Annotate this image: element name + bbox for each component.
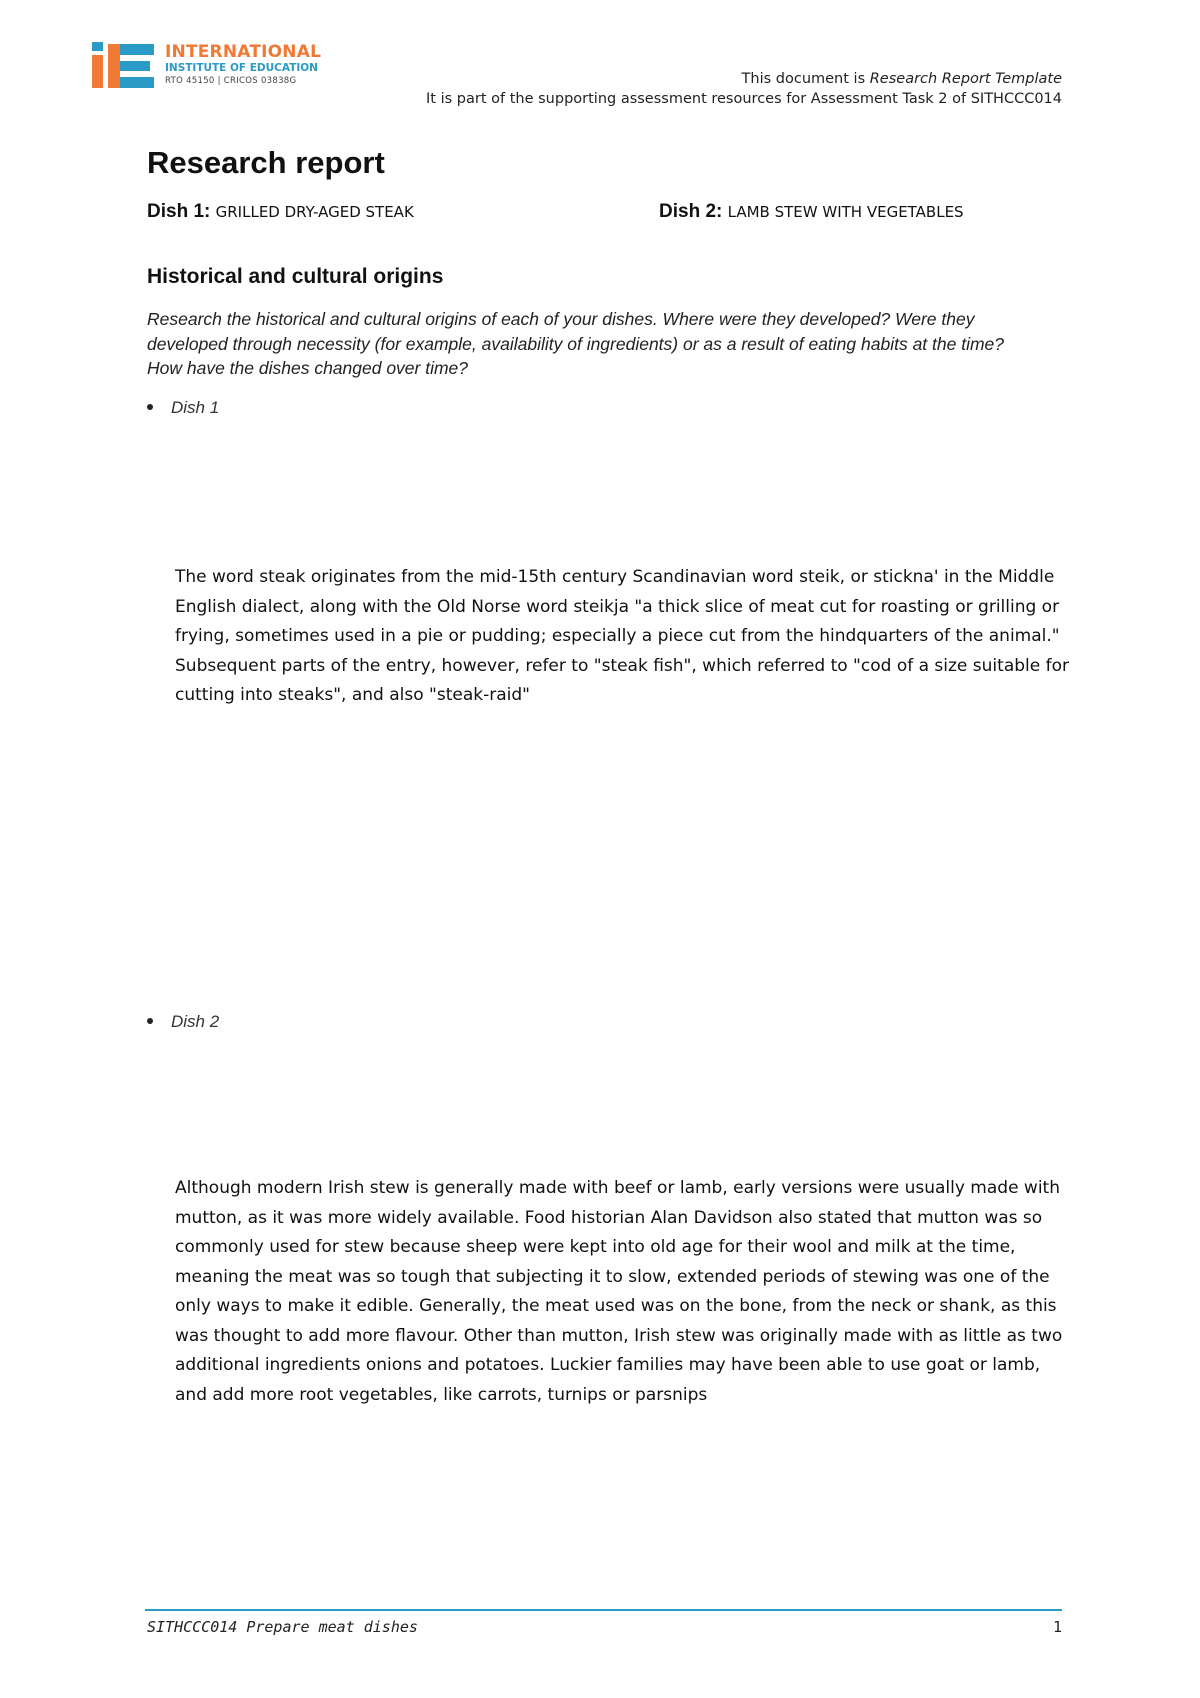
section-heading: Historical and cultural origins bbox=[147, 265, 444, 288]
section-instructions: Research the historical and cultural origins of each of your dishes. Where were they developed? Were they developed through necessity (for example, availability of ingredients) or as a result of eating habits at the time? How have the dishes changed over time? bbox=[147, 309, 1005, 378]
dish-1-heading bbox=[147, 201, 414, 223]
dish-1-answer: The word steak originates from the mid-15th century Scandinavian word steik, or stickna' in the Middle English dialect, along with the Old Norse word steikja "a thick slice of meat cut for roasting or grilling or frying, sometimes used in a pie or pudding; especially a piece cut from the hindquarters of the animal." Subsequent parts of the entry, however, refer to "steak fish", which referred to "cod of a size suitable for cutting into steaks", and also "steak-raid" bbox=[175, 567, 1069, 705]
ie-logo-mark-icon bbox=[92, 42, 162, 90]
header-line-1-prefix: This document is bbox=[741, 71, 870, 87]
header-line-1 bbox=[742, 71, 1062, 87]
dish-2-name: LAMB STEW WITH VEGETABLES bbox=[727, 203, 964, 221]
bullet-icon bbox=[147, 404, 153, 410]
bullet-dish-2-label: Dish 2 bbox=[171, 1012, 220, 1031]
bullet-dish-1-label: Dish 1 bbox=[171, 398, 220, 417]
header-document-name: Research Report Template bbox=[869, 71, 1062, 87]
logo-line-3: RTO 45150 | CRICOS 03838G bbox=[165, 76, 297, 86]
header-line-2: It is part of the supporting assessment resources for Assessment Task 2 of SITHCCC014 bbox=[426, 91, 1062, 107]
dish-1-label: Dish 1: bbox=[147, 201, 211, 222]
footer-divider bbox=[145, 1609, 1062, 1611]
institute-logo bbox=[92, 42, 327, 92]
page-number: 1 bbox=[1052, 1618, 1062, 1636]
dish-2-answer: Although modern Irish stew is generally made with beef or lamb, early versions were usually made with mutton, as it was more widely available. Food historian Alan Davidson also stated that mutton was so commonly used for stew because sheep were kept into old age for their wool and milk at the time, meaning the meat was so tough that subjecting it to slow, extended periods of stewing was one of the only ways to make it edible. Generally, the meat used was on the bone, from the neck or shank, as this was thought to add more flavour. Other than mutton, Irish stew was originally made with as little as two additional ingredients onions and potatoes. Luckier families may have been able to use goat or lamb, and add more root vegetables, like carrots, turnips or parsnips bbox=[175, 1178, 1063, 1405]
footer-unit-title: SITHCCC014 Prepare meat dishes bbox=[147, 1618, 418, 1636]
logo-line-2: INSTITUTE OF EDUCATION bbox=[165, 62, 318, 74]
bullet-dish-1 bbox=[147, 398, 219, 418]
bullet-icon bbox=[147, 1018, 153, 1024]
logo-line-1: INTERNATIONAL bbox=[165, 42, 322, 62]
bullet-dish-2 bbox=[147, 1012, 219, 1032]
page-title: Research report bbox=[147, 145, 385, 180]
dish-1-name: GRILLED DRY-AGED STEAK bbox=[215, 203, 414, 221]
dish-2-label: Dish 2: bbox=[659, 201, 723, 222]
dish-2-heading bbox=[659, 201, 964, 223]
